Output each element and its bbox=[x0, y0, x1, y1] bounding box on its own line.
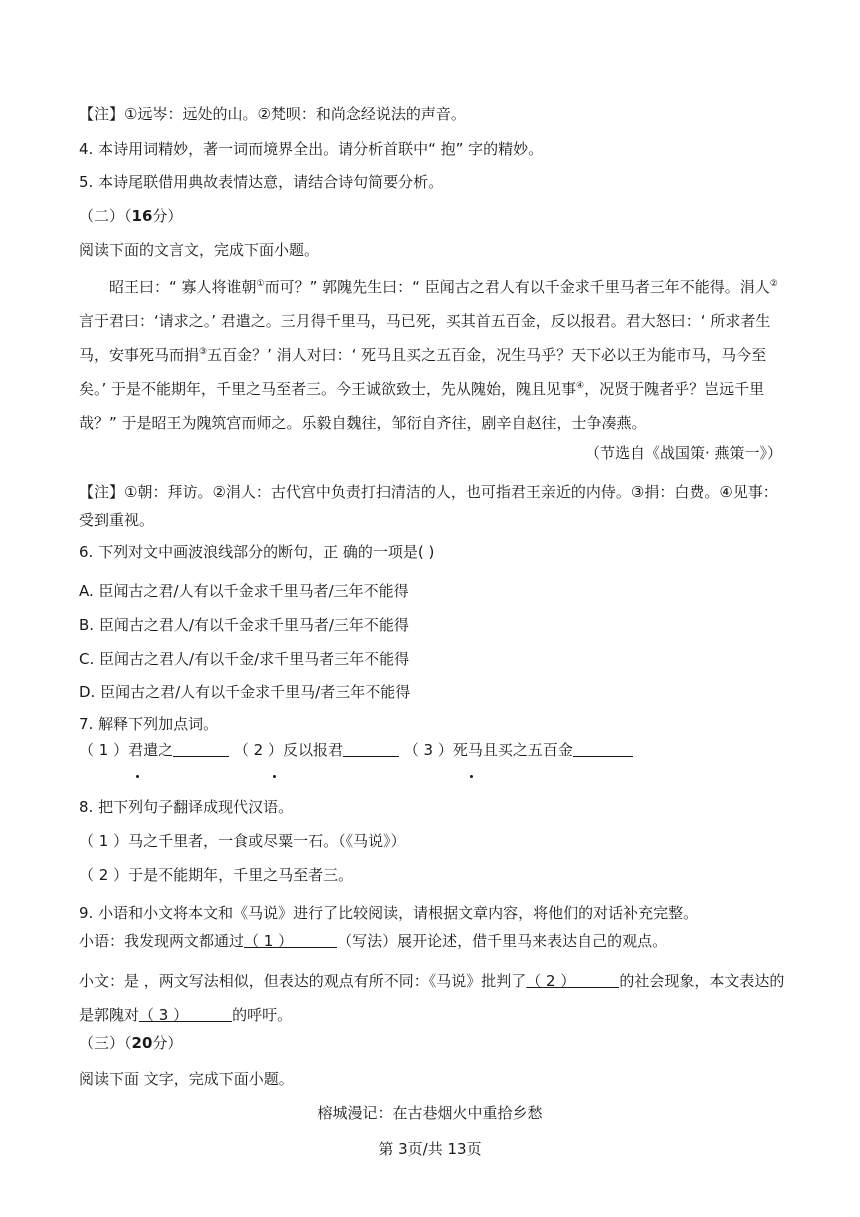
instruction-2: 阅读下面的文言文，完成下面小题。 bbox=[79, 241, 320, 259]
footnote-marker-4: ④ bbox=[576, 381, 585, 391]
passage-part-2: 而可？” 郭隗先生曰：“ 臣闻古之君人有以千金求千里马者三年不能得。涓人 bbox=[264, 278, 770, 296]
section-2-heading bbox=[79, 206, 182, 226]
passage-part-5: ，况贤于隗者乎？岂远千里哉？” 于是昭王为隗筑宫而师之。乐毅自魏往，邹衍自齐往，剧辛自赵往，士争凑燕。 bbox=[79, 380, 765, 432]
passage-part-4: 五百金？’ 涓人对曰：‘ 死马且买之五百金，况生马乎？天下必以王为能市马，马今至矣。’ 于是不能期年，千里之马至者三。今王诚欲致士，先从隗始，隗且见事 bbox=[79, 346, 767, 398]
blank-3-line[interactable] bbox=[188, 1007, 232, 1022]
article-title: 榕城漫记：在古巷烟火中重拾乡愁 bbox=[317, 1104, 543, 1122]
question-5: 5. 本诗尾联借用典故表情达意，请结合诗句简要分析。 bbox=[79, 173, 444, 191]
emphasis-dot-3 bbox=[470, 775, 473, 778]
question-7-title: 7. 解释下列加点词。 bbox=[79, 715, 219, 733]
xiaowen-text-a: 小文：是 ，两文写法相似，但表达的观点有所不同：《马说》批判了 bbox=[79, 972, 527, 990]
question-7-items bbox=[79, 740, 633, 760]
instruction-3: 阅读下面 文字，完成下面小题。 bbox=[79, 1070, 294, 1088]
classical-passage bbox=[79, 270, 785, 440]
note-2: 【注】①朝：拜访。②涓人：古代宫中负责打扫清洁的人，也可指君王亲近的内侍。③捐：白费。④见事：受到重视。 bbox=[79, 483, 778, 529]
q7-item-1: （ 1 ）君遣之 bbox=[79, 741, 174, 759]
question-4: 4. 本诗用词精妙，著一词而境界全出。请分析首联中“ 抱” 字的精妙。 bbox=[79, 140, 544, 158]
section-3-open: （三）（ bbox=[79, 1034, 132, 1052]
q7-item-2: （ 2 ）反以报君 bbox=[233, 741, 343, 759]
emphasis-dot-1 bbox=[136, 775, 139, 778]
section-3-heading bbox=[79, 1033, 182, 1053]
option-a: A. 臣闻古之君/人有以千金求千里马者/三年不能得 bbox=[79, 582, 409, 600]
section-3-points: 20 bbox=[131, 1034, 153, 1052]
option-d: D. 臣闻古之君/人有以千金求千里马/者三年不能得 bbox=[79, 683, 411, 701]
q7-blank-2[interactable] bbox=[343, 742, 399, 757]
question-8-sentence-2: （ 2 ）于是不能期年，千里之马至者三。 bbox=[79, 866, 354, 884]
emphasis-dot-2 bbox=[273, 775, 276, 778]
question-8-title: 8. 把下列句子翻译成现代汉语。 bbox=[79, 798, 294, 816]
xiaoyu-text-c: （写法）展开论述，借千里马来表达自己的观点。 bbox=[337, 932, 668, 950]
footnote-marker-1: ① bbox=[256, 279, 265, 289]
q7-blank-1[interactable] bbox=[173, 742, 229, 757]
passage-part-1: 昭王曰：“ 寡人将谁朝 bbox=[109, 278, 257, 296]
footnote-marker-2: ② bbox=[769, 279, 778, 289]
blank-2[interactable]: （ 2 ） bbox=[526, 972, 576, 990]
passage-source: （节选自《战国策· 燕策一》） bbox=[584, 444, 782, 462]
xiaoyu-line bbox=[79, 931, 667, 951]
section-2-open: （二）（ bbox=[79, 207, 132, 225]
xiaowen-text-d: 的呼吁。 bbox=[232, 1006, 293, 1024]
question-6: 6. 下列对文中画波浪线部分的断句，正 确的一项是( ) bbox=[79, 543, 435, 561]
option-c: C. 臣闻古之君人/有以千金/求千里马者三年不能得 bbox=[79, 650, 410, 668]
blank-2-line[interactable] bbox=[575, 973, 619, 988]
question-8-sentence-1: （ 1 ）马之千里者，一食或尽粟一石。（《马说》） bbox=[79, 832, 406, 850]
xiaowen-text-c: 的社会现象，本文表达的是郭隗对 bbox=[79, 972, 785, 1024]
footnote-marker-3: ③ bbox=[199, 347, 208, 357]
blank-1-line[interactable] bbox=[293, 933, 337, 948]
passage-part-3: 言于君曰：‘请求之。’ 君遣之。三月得千里马，马已死，买其首五百金，反以报君。君大怒曰：‘ 所求者生马，安事死马而捐 bbox=[79, 312, 771, 364]
blank-1[interactable]: （ 1 ） bbox=[244, 932, 294, 950]
section-2-points: 16 bbox=[131, 207, 153, 225]
page-footer: 第 3页/共 13页 bbox=[378, 1140, 482, 1158]
xiaowen-line bbox=[79, 964, 785, 1032]
q7-blank-3[interactable] bbox=[573, 742, 633, 757]
section-3-close: 分） bbox=[152, 1034, 183, 1052]
q7-item-3: （ 3 ）死马且买之五百金 bbox=[403, 741, 573, 759]
section-2-close: 分） bbox=[152, 207, 183, 225]
question-9-title: 9. 小语和小文将本文和《马说》进行了比较阅读，请根据文章内容，将他们的对话补充完整。 bbox=[79, 904, 699, 922]
xiaoyu-text-a: 小语：我发现两文都通过 bbox=[79, 932, 245, 950]
option-b: B. 臣闻古之君人/有以千金求千里马者/三年不能得 bbox=[79, 616, 409, 634]
note-1: 【注】①远岑：远处的山。②梵呗：和尚念经说法的声音。 bbox=[79, 105, 466, 123]
blank-3[interactable]: （ 3 ） bbox=[139, 1006, 189, 1024]
